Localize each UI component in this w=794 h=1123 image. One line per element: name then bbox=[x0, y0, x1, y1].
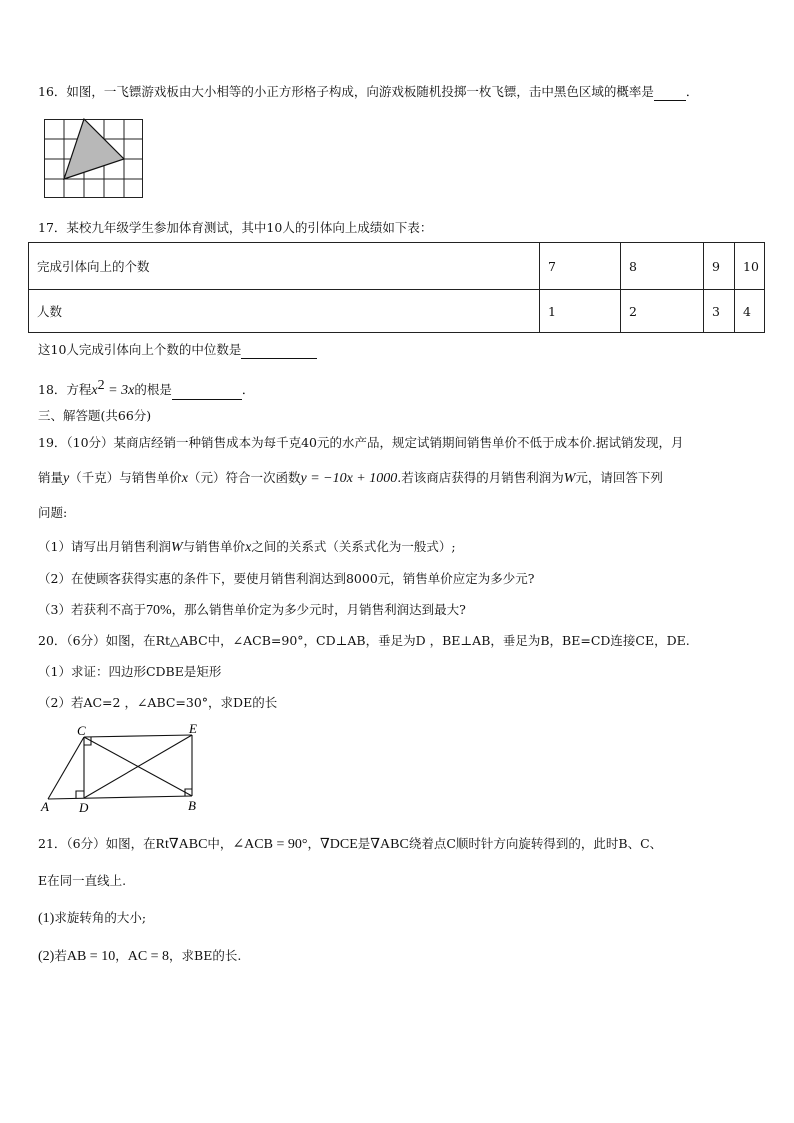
row1-label: 完成引体向上的个数 bbox=[29, 243, 540, 290]
q21-line1: 21．（6分）如图，在Rt∇ABC中，∠ACB = 90°，∇DCE是∇ABC绕着点C顺时针方向旋转得到的，此时B、C、 bbox=[38, 836, 663, 852]
q19-line3: 问题: bbox=[38, 505, 68, 520]
table-cell: 1 bbox=[540, 290, 621, 333]
q17-answer-blank[interactable] bbox=[241, 344, 317, 359]
q20-line1: 20．（6分）如图，在Rt△ABC中，∠ACB=90°，CD⊥AB，垂足为D ，BE⊥AB，垂足为B，BE=CD连接CE，DE. bbox=[38, 633, 690, 648]
q17-number: 17． bbox=[38, 220, 67, 235]
q16-text: 16．如图，一飞镖游戏板由大小相等的小正方形格子构成，向游戏板随机投掷一枚飞镖，击中黑色区域的概率是 ． bbox=[38, 84, 699, 99]
q20-number: 20． bbox=[38, 633, 67, 648]
q19-part1: （1）请写出月销售利润W与销售单价x之间的关系式（关系式化为一般式）; bbox=[38, 539, 456, 555]
q18-text: 18．方程$x^2 = 3x$的根是 ． bbox=[38, 378, 255, 399]
label-B: B bbox=[188, 798, 196, 813]
shaded-triangle bbox=[64, 119, 124, 179]
q16-number: 16． bbox=[38, 84, 67, 99]
label-D: D bbox=[79, 800, 89, 815]
q20-part1: （1）求证：四边形CDBE是矩形 bbox=[38, 664, 222, 679]
table-cell: 7 bbox=[540, 243, 621, 290]
pullup-score-table bbox=[28, 242, 765, 333]
q21-part2: (2)若AB = 10，AC = 8，求BE的长. bbox=[38, 948, 242, 964]
table-cell: 2 bbox=[621, 290, 704, 333]
table-cell: 4 bbox=[735, 290, 765, 333]
row2-label: 人数 bbox=[29, 290, 540, 333]
q21-line2: E在同一直线上. bbox=[38, 873, 127, 888]
q19-number: 19． bbox=[38, 435, 67, 450]
q19-part3: （3）若获利不高于70%，那么销售单价定为多少元时，月销售利润达到最大? bbox=[38, 602, 466, 618]
table-row bbox=[29, 243, 765, 290]
q17-text: 17．某校九年级学生参加体育测试，其中10人的引体向上成绩如下表： bbox=[38, 220, 433, 235]
q21-part1: (1)求旋转角的大小; bbox=[38, 910, 147, 926]
label-C: C bbox=[77, 723, 86, 738]
q19-line1: 19．（10分）某商店经销一种销售成本为每千克40元的水产品，规定试销期间销售单价不低于成本价.据试销发现，月 bbox=[38, 435, 684, 450]
table-cell: 8 bbox=[621, 243, 704, 290]
q16-answer-blank[interactable] bbox=[654, 86, 686, 101]
table-cell: 3 bbox=[704, 290, 735, 333]
label-E: E bbox=[189, 721, 197, 736]
rectangle-cdbe-figure bbox=[36, 721, 216, 816]
table-cell: 9 bbox=[704, 243, 735, 290]
q19-line2: 销量y（千克）与销售单价x（元）符合一次函数y = −10x + 1000.若该商店获得的月销售利润为W元，请回答下列 bbox=[38, 470, 663, 486]
table-cell: 10 bbox=[735, 243, 765, 290]
q18-number: 18． bbox=[38, 382, 67, 398]
q19-part2: （2）在使顾客获得实惠的条件下，要使月销售利润达到8000元，销售单价应定为多少元? bbox=[38, 571, 535, 586]
q20-part2: （2）若AC=2 ，∠ABC=30°，求DE的长 bbox=[38, 695, 278, 710]
q21-number: 21． bbox=[38, 836, 67, 851]
section-heading: 三、解答题(共66分) bbox=[38, 408, 152, 423]
q17-after-text: 这10人完成引体向上个数的中位数是 bbox=[38, 341, 317, 359]
label-A: A bbox=[41, 799, 49, 814]
q18-answer-blank[interactable] bbox=[172, 385, 242, 400]
dartboard-grid-figure bbox=[44, 119, 144, 199]
table-row bbox=[29, 290, 765, 333]
